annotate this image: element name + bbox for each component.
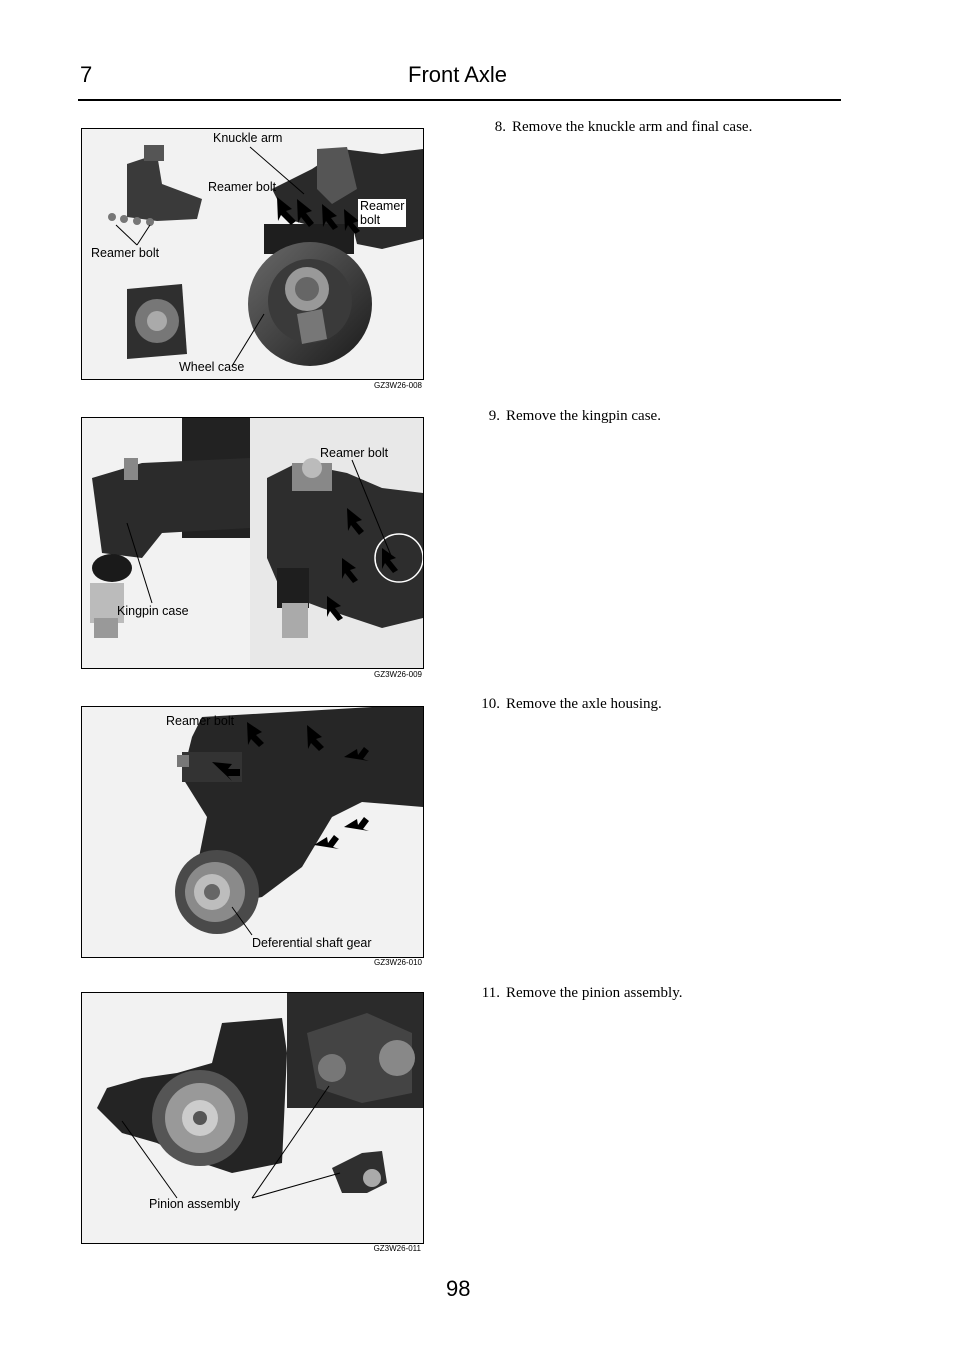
label-reamer-bolt-left: Reamer bolt [91, 246, 160, 260]
step-8 [478, 119, 752, 136]
step-9 [472, 408, 661, 425]
label-wheel-case: Wheel case [179, 360, 245, 374]
step-10 [472, 696, 662, 713]
figure-code-2: GZ3W26-009 [373, 670, 422, 679]
step-number: 8. [494, 119, 506, 135]
chapter-number: 7 [80, 62, 93, 87]
figure-code-4: GZ3W26-011 [373, 1244, 421, 1253]
step-text: Remove the axle housing. [506, 696, 662, 712]
step-text: Remove the knuckle arm and final case. [512, 119, 753, 135]
step-number: 11. [481, 985, 500, 1001]
figure-code-3: GZ3W26-010 [373, 958, 422, 967]
figure-knuckle-arm-removal [81, 128, 424, 380]
figure-pinion-assembly-removal [81, 992, 424, 1244]
label-reamer-bolt-top: Reamer bolt [208, 180, 277, 194]
label-reamer-bolt: Reamer bolt [166, 714, 235, 728]
figure-code-1: GZ3W26-008 [373, 381, 422, 390]
page-number: 98 [446, 1276, 471, 1301]
step-text: Remove the pinion assembly. [506, 985, 683, 1001]
label-pinion-assembly: Pinion assembly [149, 1197, 241, 1211]
label-kingpin-case: Kingpin case [117, 604, 189, 618]
label-deferential-shaft-gear: Deferential shaft gear [252, 936, 372, 950]
chapter-title: Front Axle [408, 62, 508, 87]
header-rule [78, 99, 841, 101]
step-number: 10. [481, 696, 500, 712]
figure-photo-3 [82, 707, 423, 957]
step-11 [472, 985, 683, 1002]
figure-photo-4 [82, 993, 423, 1243]
step-text: Remove the kingpin case. [506, 408, 661, 424]
step-number: 9. [488, 408, 500, 424]
figure-axle-housing-removal [81, 706, 424, 958]
label-knuckle-arm: Knuckle arm [213, 131, 283, 145]
label-reamer-bolt-right: Reamer bolt [360, 199, 405, 227]
figure-kingpin-case-removal [81, 417, 424, 669]
label-reamer-bolt: Reamer bolt [320, 446, 389, 460]
